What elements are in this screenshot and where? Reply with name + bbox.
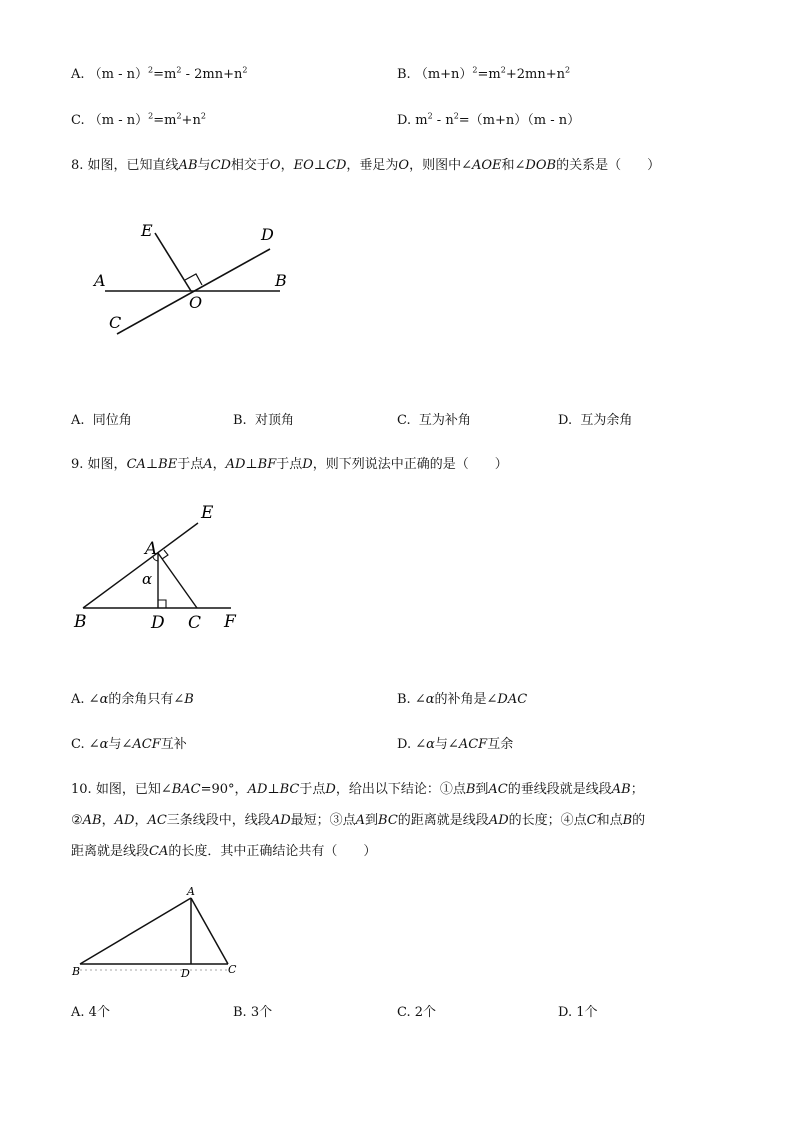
option-label: A. — [71, 67, 85, 82]
option-label: D. — [397, 113, 412, 128]
label-b: B — [72, 965, 81, 978]
label-e: E — [201, 503, 214, 523]
q9-stem: 9. 如图，CA⊥BE于点A，AD⊥BF于点D，则下列说法中正确的是（ ） — [71, 457, 508, 472]
label-a: A — [145, 539, 158, 559]
label-c: C — [109, 313, 122, 332]
q10-option-d[interactable]: D. 1个 — [558, 1005, 598, 1020]
q10-option-c[interactable]: C. 2个 — [397, 1005, 437, 1020]
label-a: A — [94, 271, 106, 290]
label-a: A — [187, 885, 195, 898]
q8-option-d[interactable]: D. 互为余角 — [558, 413, 633, 428]
label-o: O — [189, 293, 203, 312]
option-label: B. — [397, 67, 411, 82]
label-c: C — [228, 963, 237, 976]
label-b: B — [275, 271, 287, 290]
q10-option-b[interactable]: B. 3个 — [233, 1005, 273, 1020]
question-number: 8. — [71, 158, 84, 173]
option-text: $(m - n)^2=m^2+n^2$ — [88, 111, 206, 128]
option-text: $(m+n)^2=m^2+2mn+n^2$ — [414, 65, 571, 82]
option-label: C. — [71, 113, 85, 128]
label-d: D — [151, 613, 165, 633]
label-c: C — [188, 613, 202, 633]
segment-ac — [191, 898, 228, 964]
option-text: $m^2 - n^2=(m+n)(m - n)$ — [415, 111, 581, 128]
q9-option-b[interactable]: B. ∠α的补角是∠DAC — [397, 692, 528, 707]
label-f: F — [224, 612, 236, 632]
q10-stem-line-1: 10. 如图，已知∠BAC=90°，AD⊥BC于点D，给出以下结论：①点B到AC的垂线段就是线段AB； — [71, 782, 644, 797]
label-alpha: α — [142, 570, 153, 588]
q9-option-c[interactable]: C. ∠α与∠ACF互补 — [71, 737, 187, 752]
q9-option-a[interactable]: A. ∠α的余角只有∠B — [71, 692, 194, 707]
question-number: 9. — [71, 457, 84, 472]
q10-stem-line-3: 距离就是线段CA的长度．其中正确结论共有（ ） — [71, 844, 377, 859]
label-e: E — [141, 221, 153, 240]
question-number: 10. — [71, 782, 92, 797]
option-text: $(m - n)^2=m^2 - 2mn+n^2$ — [88, 65, 248, 82]
q9-option-d[interactable]: D. ∠α与∠ACF互余 — [397, 737, 514, 752]
q8-option-c[interactable]: C. 互为补角 — [397, 413, 471, 428]
q8-stem: 8. 如图，已知直线AB与CD相交于O，EO⊥CD，垂足为O，则图中∠AOE和∠DOB的关系是（ ） — [71, 158, 661, 173]
label-b: B — [74, 612, 87, 632]
label-d: D — [181, 967, 190, 980]
q10-stem-line-2: ②AB，AD，AC三条线段中，线段AD最短；③点A到BC的距离就是线段AD的长度；④点C和点B的 — [71, 813, 646, 828]
q10-option-a[interactable]: A. 4个 — [71, 1005, 110, 1020]
label-d: D — [261, 225, 274, 244]
segment-ab — [80, 898, 191, 964]
q8-option-a[interactable]: A. 同位角 — [71, 413, 132, 428]
q8-option-b[interactable]: B. 对顶角 — [233, 413, 294, 428]
